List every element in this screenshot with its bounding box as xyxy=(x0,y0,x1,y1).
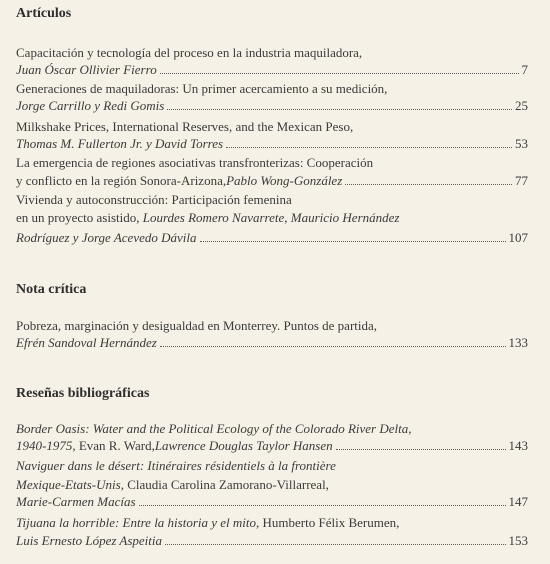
entry-1-author-line xyxy=(16,62,528,77)
entry-5-title: Vivienda y autoconstrucción: Participación femenina xyxy=(16,192,292,207)
entry-4-author: Pablo Wong-González xyxy=(226,173,343,188)
entry-3-author: Thomas M. Fullerton Jr. y David Torres xyxy=(16,136,224,151)
entry-5-author-line xyxy=(16,230,528,245)
entry-5-author-part1: Lourdes Romero Navarrete, Mauricio Hernández xyxy=(142,210,400,225)
review-1-page: 143 xyxy=(508,438,528,453)
entry-4-page: 77 xyxy=(515,173,528,188)
entry-6-title: Pobreza, marginación y desigualdad en Monterrey. Puntos de partida, xyxy=(16,318,378,333)
review-3-reviewer: Luis Ernesto López Aspeitia xyxy=(16,533,163,548)
section-title-resenas: Reseñas bibliográficas xyxy=(16,386,150,401)
entry-5-title-cont: en un proyecto asistido, xyxy=(16,210,143,225)
entry-2-title: Generaciones de maquiladoras: Un primer acercamiento a su medición, xyxy=(16,81,388,96)
review-2-author-line xyxy=(16,494,528,509)
review-3-page: 153 xyxy=(508,533,528,548)
leader-dots xyxy=(160,73,519,74)
review-1-author-line xyxy=(16,438,528,453)
entry-1-title: Capacitación y tecnología del proceso en la industria maquiladora, xyxy=(16,45,363,60)
review-2-page: 147 xyxy=(508,494,528,509)
leader-dots xyxy=(139,505,506,506)
leader-dots xyxy=(226,147,512,148)
entry-5-title-line2 xyxy=(16,210,528,225)
entry-2-author: Jorge Carrillo y Redi Gomis xyxy=(16,98,165,113)
leader-dots xyxy=(160,346,506,347)
entry-4-title-cont: y conflicto en la región Sonora-Arizona, xyxy=(16,173,227,188)
leader-dots xyxy=(336,449,506,450)
section-title-articulos: Artículos xyxy=(16,6,72,21)
review-3-book-author: , Humberto Félix Berumen, xyxy=(256,515,400,530)
entry-3-page: 53 xyxy=(515,136,528,151)
review-2-book-author: , Claudia Carolina Zamorano-Villarreal, xyxy=(120,477,329,492)
review-2-title-line2 xyxy=(16,477,528,492)
entry-6-author: Efrén Sandoval Hernández xyxy=(16,335,157,350)
entry-3-title: Milkshake Prices, International Reserves, and the Mexican Peso, xyxy=(16,119,354,134)
review-3-title-line xyxy=(16,515,528,530)
entry-2-author-line xyxy=(16,98,528,113)
entry-6-page: 133 xyxy=(508,335,528,350)
entry-4-title: La emergencia de regiones asociativas transfronterizas: Cooperación xyxy=(16,155,374,170)
entry-2-page: 25 xyxy=(515,98,528,113)
leader-dots xyxy=(167,109,512,110)
section-title-nota-critica: Nota crítica xyxy=(16,282,87,297)
review-1-reviewer: Lawrence Douglas Taylor Hansen xyxy=(154,438,333,453)
leader-dots xyxy=(200,241,506,242)
review-2-title-cont: Mexique-Etats-Unis xyxy=(16,477,121,492)
entry-6-author-line xyxy=(16,335,528,350)
review-2-title: Naviguer dans le désert: Itinéraires résidentiels à la frontière xyxy=(16,458,336,473)
review-1-book-author: , Evan R. Ward, xyxy=(72,438,155,453)
entry-1-page: 7 xyxy=(521,62,528,77)
leader-dots xyxy=(165,544,505,545)
review-3-author-line xyxy=(16,533,528,548)
review-1-title-cont: 1940-1975 xyxy=(16,438,73,453)
review-3-title: Tijuana la horrible: Entre la historia y el mito xyxy=(16,515,257,530)
review-2-reviewer: Marie-Carmen Macías xyxy=(16,494,136,509)
leader-dots xyxy=(345,184,512,185)
entry-5-page: 107 xyxy=(508,230,528,245)
entry-3-author-line xyxy=(16,136,528,151)
review-1-title: Border Oasis: Water and the Political Ecology of the Colorado River Delta, xyxy=(16,421,412,436)
entry-4-author-line xyxy=(16,173,528,188)
entry-1-author: Juan Óscar Ollivier Fierro xyxy=(16,62,157,77)
entry-5-author: Rodríguez y Jorge Acevedo Dávila xyxy=(16,230,197,245)
